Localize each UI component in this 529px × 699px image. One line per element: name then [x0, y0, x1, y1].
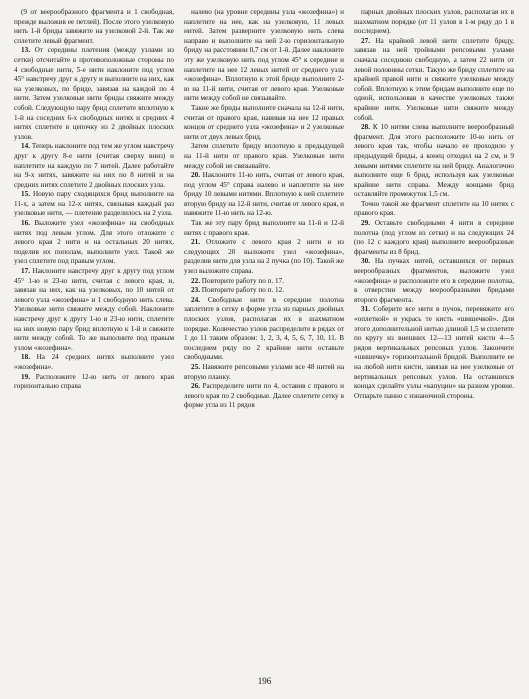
paragraph-text: На пучках нитей, оставшихся от первых веерообразных фрагментов, выложите узел «жозефина» и расположите его в середине полотна, в отверстии между веерообразными бридами второго фрагмента.: [354, 257, 514, 304]
paragraph: [14, 8, 174, 46]
paragraph: [184, 382, 344, 411]
paragraph-text: парных двойных плоских узлов, располагая их в шахматном порядке (от 11 узлов в 1-м ряду до 1 в последнем).: [354, 8, 514, 36]
paragraph: [184, 286, 344, 296]
paragraph-text: Свободные нити в середине полотна заплетите в сетку в форме угла из парных двойных плоских узлов, располагая их в шахматном порядке. Количество узлов распределите в рядах от 1 до 11 таким образом: 1, 2, 3, 4, 5, 6, 7, 10, 11. В последнем ряду по 2 крайние нити оставьте свободными.: [184, 295, 344, 362]
paragraph: [354, 257, 514, 305]
step-number: 28.: [361, 123, 370, 132]
paragraph: [354, 219, 514, 257]
paragraph-text: Точно такой же фрагмент сплетите на 10 нитях с правого края.: [354, 199, 514, 218]
step-number: 18.: [21, 353, 30, 362]
paragraph: [184, 296, 344, 363]
paragraph-text: На 24 средних нитях выполните узел «жозефина».: [14, 353, 174, 371]
step-number: 31.: [361, 305, 370, 314]
paragraph-text: От середины плетения (между узлами из сетки) отсчитайте в противоположные стороны по 4 свободные нити, 5-е нити наклоните под углом 45° навстречу друг к другу и выполните на них, как на узелковых, по бриде, завязав на каждой по 4 нити. Затем узелковые нити бриды свяжите между собой. Следующую пару брид сплетите вплотную к 1-й на соседних 6-х свободных нитях и средних 4 нитях сплетите в цепочку из 2 двойных плоских узлов.: [14, 46, 174, 141]
paragraph-text: Распределите нити по 4, оставив с правого и левого края по 2 свободные. Далее сплетите сетку в форме угла из 11 рядов: [184, 382, 344, 410]
paragraph-text: На крайней левой нити сплетите бриду, завязав на ней тройными репсовыми узлами сначала соседнюю свободную, а затем 22 нити от левой половины сетки. Такую же бриду сплетите на крайней правой нити и свяжите узелковые между собой. Вплотную к этим бридам выполните еще по одной, использовав в качестве узелковых также крайние нити. Узелковые нити свяжите между собой.: [354, 36, 514, 122]
paragraph: [354, 123, 514, 200]
paragraph: [354, 200, 514, 219]
step-number: 29.: [361, 219, 370, 228]
paragraph-text: Новую пару сходящихся брид выполните на 11-х, а затем на 12-х нитях, связывая каждый раз узелковые нити, — плетение разделилось на 2 узла.: [14, 190, 174, 218]
paragraph: [184, 277, 344, 287]
text-columns: [14, 8, 514, 668]
paragraph-text: Отложите с левого края 2 нити и из следующих 20 выложите узел «жозефина», разделив нити для узла на 2 пучка (по 10). Такой же узел выложите справа.: [184, 238, 344, 276]
paragraph: [14, 373, 174, 392]
paragraph: [14, 219, 174, 267]
paragraph-text: Навяжите репсовыми узлами все 48 нитей на вторую планку.: [184, 362, 344, 381]
step-number: 20.: [191, 171, 200, 180]
paragraph-text: Повторите работу по п. 17.: [201, 276, 285, 285]
step-number: 22.: [191, 276, 200, 285]
step-number: 27.: [361, 36, 370, 45]
paragraph: [14, 267, 174, 353]
text-column-left: [14, 8, 174, 668]
paragraph: [184, 171, 344, 219]
paragraph: [14, 353, 174, 372]
paragraph: [354, 305, 514, 401]
paragraph: [184, 363, 344, 382]
paragraph: [14, 142, 174, 190]
step-number: 21.: [191, 238, 200, 247]
page-number: 196: [257, 676, 272, 686]
step-number: 15.: [21, 190, 30, 199]
paragraph: [184, 142, 344, 171]
step-number: 16.: [21, 219, 30, 228]
step-number: 17.: [21, 267, 30, 276]
paragraph-text: Наклоните 11-ю нить, считая от левого края, под углом 45° справа налево и наплетите на нее бриду 10 левыми нитями. Вплотную к ней сплетите вторую бриду на 12-й нити, считая от левого края, и навяжите 11-ю нить на 12-ю.: [184, 171, 344, 218]
paragraph-text: К 10 нитям слева выполните веерообразный фрагмент. Для этого расположите 10-ю нить от левого края так, чтобы начало ее проходило у предыдущей бриды, а конец отходил на 2 см, и 9 левыми нитями сплетите на ней бриду. Аналогично выполните еще 6 брид, используя как узелковые крайние нити справа. Между концами брид оставляйте промежуток 1,5 см.: [354, 123, 514, 199]
step-number: 30.: [361, 257, 370, 266]
paragraph-text: Такие же бриды выполните сначала на 12-й нити, считая от правого края, навивая на нее 12 правых концов от среднего узла «жозефина» и 2 узелковые нити от двух левых брид.: [184, 103, 344, 141]
step-number: 23.: [191, 286, 200, 295]
step-number: 26.: [191, 382, 200, 391]
paragraph-text: Оставьте свободными 4 нити в середине полотна (под углом из сетки) и на следующих 24 (по 12 с каждого края) выполните веерообразные фрагменты из 8 брид.: [354, 219, 514, 256]
paragraph: [354, 8, 514, 37]
paragraph-text: Соберите все нити в пучок, перевяжите его «оплеткой» и укрась те кисть «шишечкой». Для этого дополнительной нитью длиной 1,5 м сплетите по кругу из внешних 12—13 нитей кисти 4—5 рядов вертикальных репсовых узлов. Закончите «шишечку» горизонтальной бридой. Выполните ее на любой нити кисти, завязав на нее узелковые от вертикальных репсовых узлов. На оставшихся концах сделайте узлы «капуцин» на разном уровне. Отпарьте панно с изнаночной стороны.: [354, 305, 514, 400]
paragraph-text: Теперь наклоните под тем же углом навстречу друг к другу 8-е нити (считая сверху вниз) и наплетите на каждую по 7 нитей. Далее работайте на 9-х нитях, завяжите на них по 8 нитей и на средних нитях сплетите 2 двойных плоских узла.: [14, 142, 174, 189]
step-number: 13.: [21, 46, 30, 55]
paragraph: [184, 219, 344, 238]
paragraph-text: Затем сплетите бриду вплотную к предыдущей на 11-й нити от правого края. Узелковые нити между собой не связывайте.: [184, 142, 344, 170]
text-column-middle: [184, 8, 344, 668]
paragraph-text: Расположите 12-ю нить от левого края горизонтально справа: [14, 372, 174, 391]
step-number: 24.: [191, 295, 200, 304]
paragraph: [14, 190, 174, 219]
paragraph: [14, 46, 174, 142]
step-number: 14.: [21, 142, 30, 151]
step-number: 25.: [191, 362, 200, 371]
paragraph: [184, 238, 344, 276]
step-number: 19.: [21, 372, 30, 381]
paragraph-text: налево (на уровне середины узла «жозефина») и наплетите на нее, как на узелковую, 11 левых нитей. Затем разверните узелковую нить слева направо и выполните на ней 2-ю горизонтальную бриду на расстоянии 0,7 см от 1-й. Далее наклоните эту же узелковую нить под углом 45° к середине и наплетите на нее 12 левых нитей от среднего узла «жозефина». Вплотную к этой бриде выполните 2-ю на 11-й нити, считая от левого края. Узелковые нити между собой не связывайте.: [184, 8, 344, 103]
paragraph: [354, 37, 514, 123]
paragraph-text: Наклоните навстречу друг к другу под углом 45° 1-ю и 23-ю нити, считая с левого края, и, завязав на них, как на узелковых, по 10 нитей от левого узла «жозефина» и 1 свободную нить слева. Узелковые нити свяжите между собой. Наклоните навстречу друг к другу 1-ю и 23-ю нити, сплетите на них новую пару брид вплотную к 1-й и свяжите нити между собой. То же выполните под правым узлом «жозефина».: [14, 267, 174, 352]
paragraph: [184, 104, 344, 142]
paragraph-text: Выложите узел «жозефина» на свободных нитях под левым углом. Для этого отложите с левого края 2 нити и на остальных 20 нитях, поделив их пополам, выполните узел. Такой же узел сплетите под правым углом.: [14, 219, 174, 266]
text-column-right: [354, 8, 514, 668]
paragraph-text: Так же эту пару брид выполните на 11-й и 12-й нитях с правого края.: [184, 219, 344, 237]
paragraph-text: Повторите работу по п. 12.: [201, 286, 285, 295]
paragraph: [184, 8, 344, 104]
paragraph-text: (9 от веерообразного фрагмента и 1 свободная, прежде выложив ее петлей). После этого узелковую нить 1-й бриды завяжите на узелковой 2-й. Так же сплетите левый фрагмент.: [14, 8, 174, 45]
